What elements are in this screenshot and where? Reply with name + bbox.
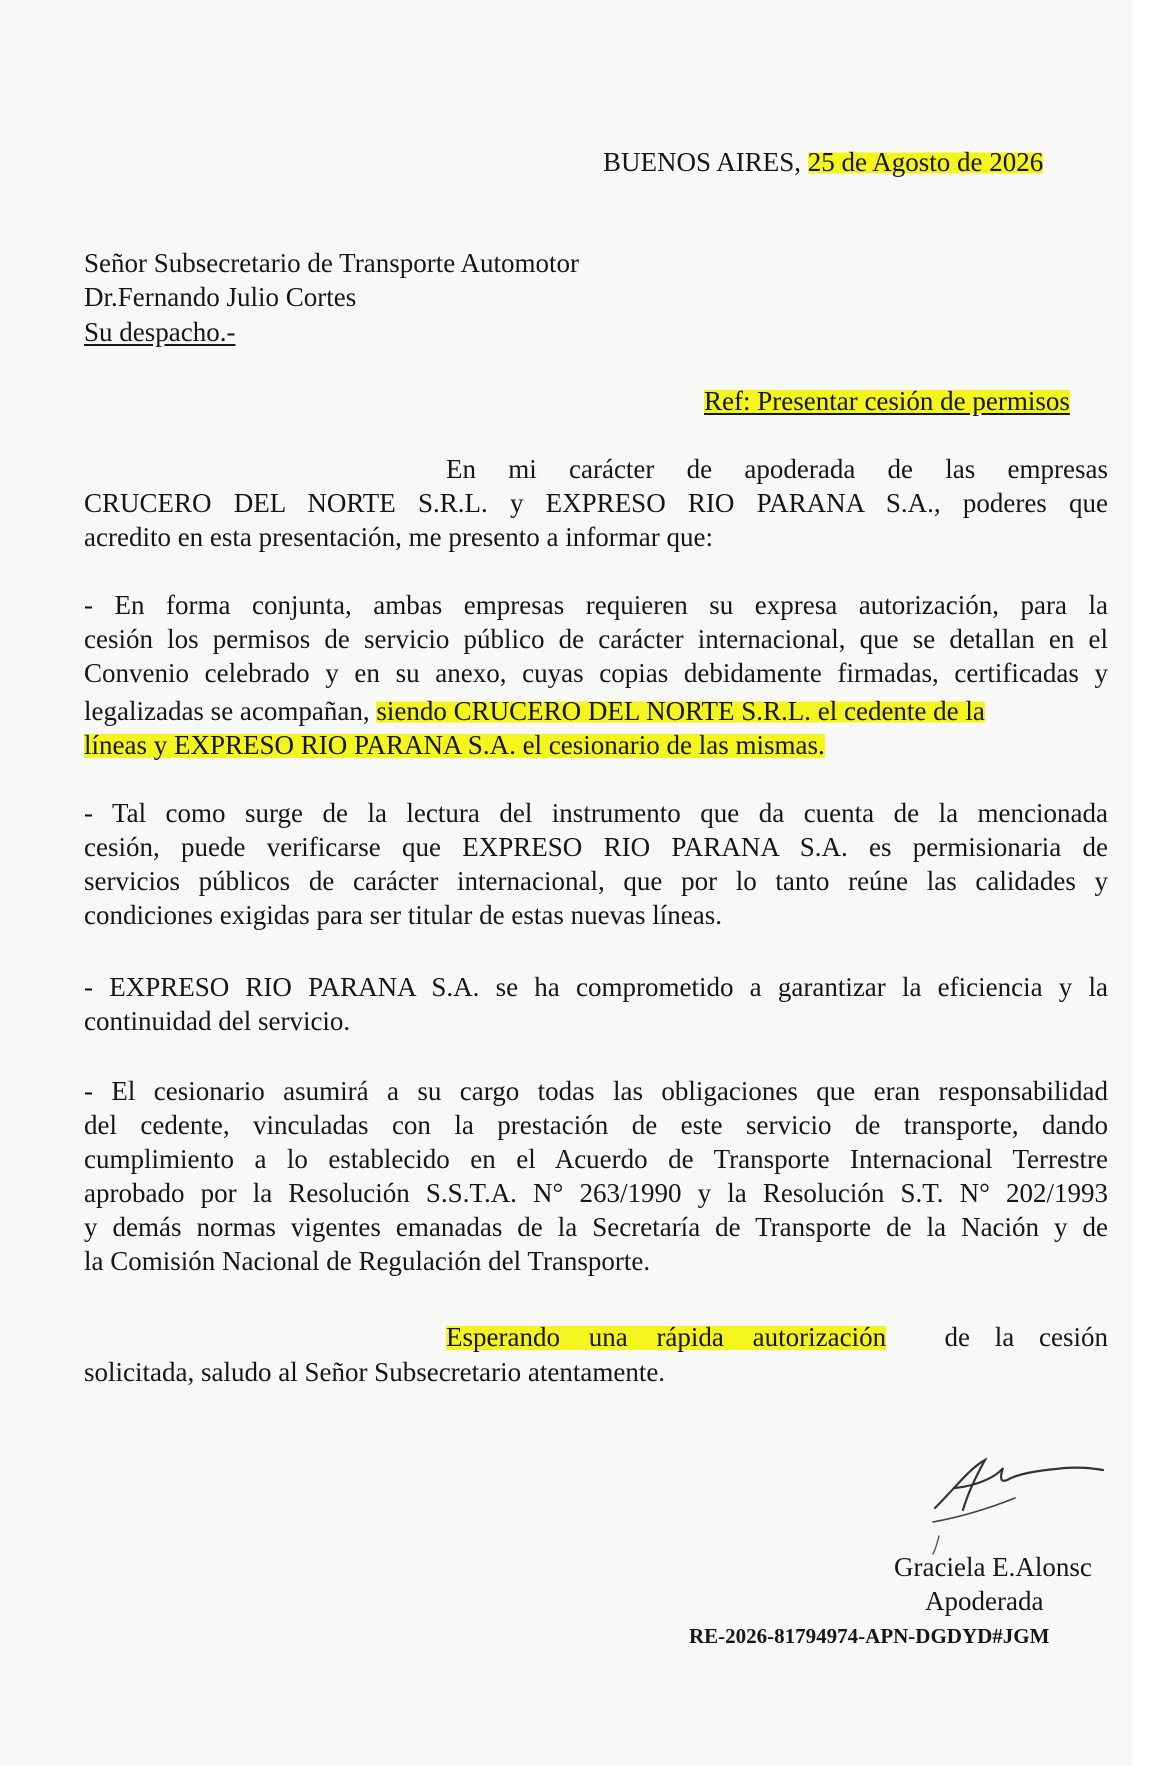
- recipient-title: Señor Subsecretario de Transporte Automotor: [84, 248, 579, 278]
- item3-line-2: continuidad del servicio.: [84, 1006, 351, 1036]
- reference-line: Ref: Presentar cesión de permisos: [704, 386, 1070, 416]
- closing-rest: de la cesión: [944, 1322, 1108, 1352]
- recipient-name: Dr.Fernando Julio Cortes: [84, 282, 357, 312]
- date: 25 de Agosto de 2026: [807, 147, 1044, 177]
- item2-line-3: servicios públicos de carácter internacional, que por lo tanto reúne las calidades y: [84, 866, 1108, 896]
- signatory-name: Graciela E.Alonsc: [894, 1552, 1092, 1582]
- item4-line-1: - El cesionario asumirá a su cargo todas las obligaciones que eran responsabilidad: [84, 1076, 1108, 1106]
- document-id: RE-2026-81794974-APN-DGDYD#JGM: [689, 1624, 1050, 1648]
- closing-line-2: solicitada, saludo al Señor Subsecretario atentamente.: [84, 1357, 666, 1387]
- closing-line-1: [446, 1320, 1108, 1354]
- item2-line-2: cesión, puede verificarse que EXPRESO RIO PARANA S.A. es permisionaria de: [84, 832, 1108, 862]
- item4-line-5: y demás normas vigentes emanadas de la Secretaría de Transporte de la Nación y de: [84, 1212, 1108, 1242]
- signatory-role: Apoderada: [925, 1586, 1044, 1616]
- closing-highlight: Esperando una rápida autorización: [446, 1322, 887, 1352]
- item1-line-4-plain: legalizadas se acompañan,: [84, 696, 370, 726]
- item1-line-4: [84, 694, 985, 728]
- item1-line-5: líneas y EXPRESO RIO PARANA S.A. el cesionario de las mismas.: [84, 730, 825, 760]
- item4-line-6: la Comisión Nacional de Regulación del Transporte.: [84, 1246, 651, 1276]
- city: BUENOS AIRES,: [603, 147, 802, 177]
- item1-line-2: cesión los permisos de servicio público de carácter internacional, que se detallan en el: [84, 624, 1108, 654]
- intro-line-1: En mi carácter de apoderada de las empresas: [446, 454, 1108, 484]
- intro-line-3: acredito en esta presentación, me presento a informar que:: [84, 522, 713, 552]
- item1-line-4-highlight: siendo CRUCERO DEL NORTE S.R.L. el cedente de la: [376, 696, 985, 726]
- item4-line-2: del cedente, vinculadas con la prestación de este servicio de transporte, dando: [84, 1110, 1108, 1140]
- intro-line-2: CRUCERO DEL NORTE S.R.L. y EXPRESO RIO PARANA S.A., poderes que: [84, 488, 1108, 518]
- item2-line-4: condiciones exigidas para ser titular de estas nuevas líneas.: [84, 900, 723, 930]
- item2-line-1: - Tal como surge de la lectura del instrumento que da cuenta de la mencionada: [84, 798, 1108, 828]
- item1-line-1: - En forma conjunta, ambas empresas requieren su expresa autorización, para la: [84, 590, 1108, 620]
- item3-line-1: - EXPRESO RIO PARANA S.A. se ha comprometido a garantizar la eficiencia y la: [84, 972, 1108, 1002]
- item4-line-4: aprobado por la Resolución S.S.T.A. N° 263/1990 y la Resolución S.T. N° 202/1993: [84, 1178, 1108, 1208]
- page-margin: [1132, 0, 1170, 1766]
- item4-line-3: cumplimiento a lo establecido en el Acuerdo de Transporte Internacional Terrestre: [84, 1144, 1108, 1174]
- item1-line-3: Convenio celebrado y en su anexo, cuyas copias debidamente firmadas, certificadas y: [84, 658, 1108, 688]
- handwritten-signature: [915, 1448, 1115, 1558]
- recipient-office: Su despacho.-: [84, 317, 236, 347]
- date-line: [603, 145, 1043, 179]
